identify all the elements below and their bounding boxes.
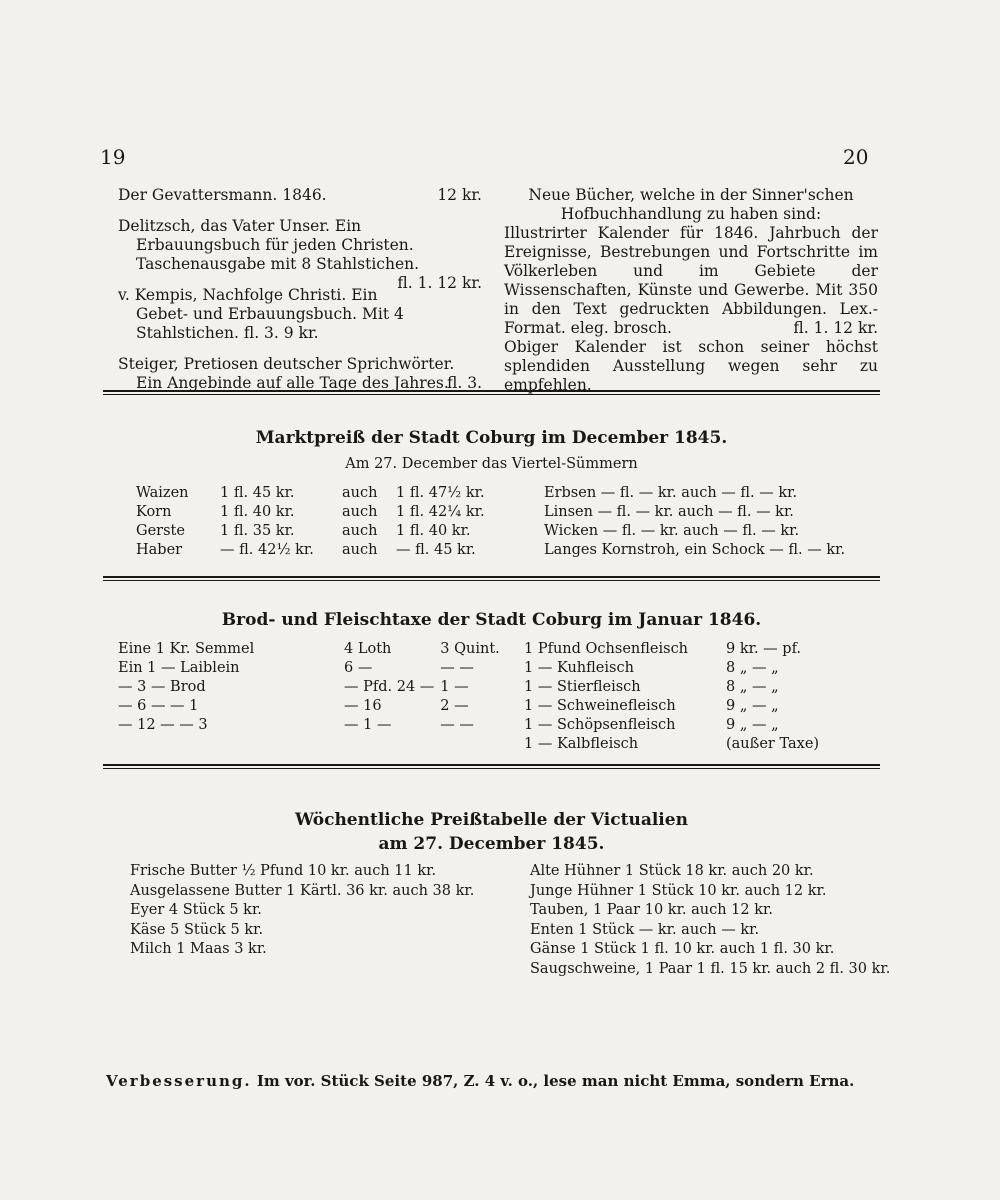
- table-row: 1 — Schöpsenfleisch 9 „ — „: [524, 717, 779, 733]
- list-item: Gänse 1 Stück 1 fl. 10 kr. auch 1 fl. 30 kr.: [530, 941, 835, 957]
- left-book-list: [118, 186, 482, 405]
- list-item: Enten 1 Stück — kr. auch — kr.: [530, 921, 760, 938]
- correction-text: Im vor. Stück Seite 987, Z. 4 v. o., lese man nicht Emma, sondern Erna.: [256, 1072, 855, 1090]
- list-item: Frische Butter ½ Pfund 10 kr. auch 11 kr.: [130, 863, 437, 879]
- new-books-intro: Neue Bücher, welche in der Sinner'schen Hofbuchhandlung zu haben sind:: [528, 186, 854, 223]
- grain-price-table: [136, 484, 491, 560]
- list-item: Alte Hühner 1 Stück 18 kr. auch 20 kr.: [530, 863, 814, 879]
- table-row: Wicken — fl. — kr. auch — fl. — kr.: [544, 523, 800, 539]
- table-row: Korn 1 fl. 40 kr. auch 1 fl. 42¼ kr.: [136, 504, 485, 520]
- correction-label: Verbesserung.: [106, 1072, 252, 1090]
- table-row: Ein 1 — Laiblein 6 — — —: [118, 660, 474, 676]
- list-item: Junge Hühner 1 Stück 10 kr. auch 12 kr.: [530, 882, 827, 899]
- table-row: 1 — Kuhfleisch 8 „ — „: [524, 660, 779, 676]
- table-row: — 6 — — 1 — 16 2 —: [118, 698, 469, 714]
- table-row: 1 — Stierfleisch 8 „ — „: [524, 679, 779, 695]
- weekly-subtitle: am 27. December 1845.: [378, 834, 605, 854]
- table-row: Eine 1 Kr. Semmel 4 Loth 3 Quint.: [118, 641, 500, 657]
- section-divider: [103, 390, 880, 395]
- table-row: — 12 — — 3 — 1 — — —: [118, 717, 474, 733]
- book-entry: Der Gevattersmann. 1846. 12 kr.: [118, 186, 482, 204]
- table-row: Erbsen — fl. — kr. auch — fl. — kr.: [544, 485, 798, 501]
- page-number-right: 20: [843, 145, 869, 169]
- table-row: 1 — Kalbfleisch (außer Taxe): [524, 736, 820, 752]
- table-row: Linsen — fl. — kr. auch — fl. — kr.: [544, 504, 794, 520]
- list-item: Saugschweine, 1 Paar 1 fl. 15 kr. auch 2 fl. 30 kr.: [530, 960, 891, 977]
- right-book-column: [504, 186, 878, 395]
- table-row: Langes Kornstroh, ein Schock — fl. — kr.: [544, 542, 846, 558]
- calendar-entry: Illustrirter Kalender für 1846. Jahrbuch der Ereignisse, Bestrebungen und Fortschritte im Völkerleben und im Gebiete der Wissenschaften, Künste und Gewerbe. Mit 350 in den Text gedruckten Abbildungen. Lex.-Format. eleg. brosch. fl. 1. 12 kr.: [504, 224, 878, 337]
- weekly-prices-right: [530, 862, 890, 979]
- section-divider: [103, 576, 880, 581]
- correction-note: [106, 1072, 886, 1090]
- list-item: Eyer 4 Stück 5 kr.: [130, 902, 262, 918]
- section-divider: [103, 764, 880, 769]
- weekly-prices-left: [130, 862, 474, 960]
- legume-price-table: [544, 484, 851, 560]
- table-row: 1 — Schweinefleisch 9 „ — „: [524, 698, 779, 714]
- market-title: Marktpreiß der Stadt Coburg im December 1845.: [255, 428, 728, 448]
- table-row: — 3 — Brod — Pfd. 24 — 1 —: [118, 679, 469, 695]
- weekly-title: Wöchentliche Preißtabelle der Victualien: [295, 810, 688, 830]
- book-entry: v. Kempis, Nachfolge Christi. Ein Gebet- und Erbauungsbuch. Mit 4 Stahlstichen. fl. 3. 9 kr.: [118, 286, 404, 342]
- table-row: Haber — fl. 42½ kr. auch — fl. 45 kr.: [136, 542, 476, 558]
- table-row: Gerste 1 fl. 35 kr. auch 1 fl. 40 kr.: [136, 523, 471, 539]
- table-row: 1 Pfund Ochsenfleisch 9 kr. — pf.: [524, 641, 802, 657]
- list-item: Milch 1 Maas 3 kr.: [130, 941, 267, 957]
- list-item: Käse 5 Stück 5 kr.: [130, 921, 264, 938]
- table-row: Waizen 1 fl. 45 kr. auch 1 fl. 47½ kr.: [136, 485, 485, 501]
- calendar-note: Obiger Kalender ist schon seiner höchst splendiden Ausstellung wegen sehr zu empfehlen.: [504, 338, 878, 394]
- tax-title: Brod- und Fleischtaxe der Stadt Coburg im Januar 1846.: [221, 610, 762, 630]
- book-entry: Delitzsch, das Vater Unser. Ein Erbauungsbuch für jeden Christen. Taschenausgabe mit 8 Stahlstichen. fl. 1. 12 kr.: [118, 217, 482, 292]
- page-number-left: 19: [100, 145, 126, 169]
- market-subtitle: Am 27. December das Viertel-Sümmern: [345, 456, 638, 472]
- meat-tax-table: [524, 640, 825, 754]
- book-entry: Steiger, Pretiosen deutscher Sprichwörter. Ein Angebinde auf alle Tage des Jahres. fl. 3.: [118, 355, 482, 392]
- list-item: Ausgelassene Butter 1 Kärtl. 36 kr. auch 38 kr.: [130, 882, 475, 899]
- list-item: Tauben, 1 Paar 10 kr. auch 12 kr.: [530, 902, 773, 918]
- bread-tax-table: [118, 640, 506, 735]
